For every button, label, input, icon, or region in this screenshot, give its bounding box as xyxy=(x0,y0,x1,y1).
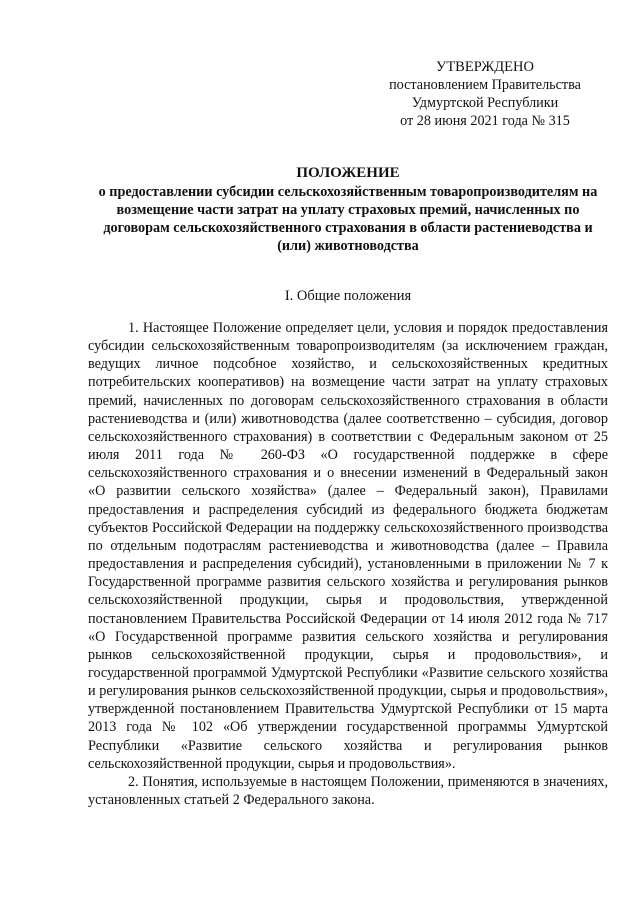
document-body xyxy=(88,319,608,809)
paragraph-1: 1. Настоящее Положение определяет цели, условия и порядок предоставления субсидии сельскохозяйственным товаропроизводителям (за исключением граждан, ведущих личное подсобное хозяйство, и сельскохозяйственных кредитных потребительских кооперативов) на возмещение части затрат на уплату страховых премий, начисленных по договорам сельскохозяйственного страхования в области растениеводства и (или) животноводства (далее соответственно – субсидия, договор сельскохозяйственного страхования) в соответствии с Федеральным законом от 25 июля 2011 года № 260-ФЗ «О государственной поддержке в сфере сельскохозяйственного страхования и о внесении изменений в Федеральный закон «О развитии сельского хозяйства» (далее – Федеральный закон), Правилами предоставления и распределения субсидий из федерального бюджета бюджетам субъектов Российской Федерации на поддержку сельскохозяйственного производства по отдельным подотраслям растениеводства и животноводства (далее – Правила предоставления и распределения субсидий), установленными в приложении № 7 к Государственной программе развития сельского хозяйства и регулирования рынков сельскохозяйственной продукции, сырья и продовольствия, утвержденной постановлением Правительства Российской Федерации от 14 июля 2012 года № 717 «О Государственной программе развития сельского хозяйства и регулирования рынков сельскохозяйственной продукции, сырья и продовольствия», и государственной программой Удмуртской Республики «Развитие сельского хозяйства и регулирования рынков сельскохозяйственной продукции, сырья и продовольствия», утвержденной постановлением Правительства Удмуртской Республики от 15 марта 2013 года № 102 «Об утверждении государственной программы Удмуртской Республики «Развитие сельского хозяйства и регулирования рынков сельскохозяйственной продукции, сырья и продовольствия». xyxy=(88,320,608,772)
approval-line-approved: УТВЕРЖДЕНО xyxy=(436,59,534,75)
approval-line-resolution: постановлением Правительства xyxy=(389,77,581,93)
document-title: ПОЛОЖЕНИЕ xyxy=(296,165,400,181)
approval-line-date-number: от 28 июня 2021 года № 315 xyxy=(400,113,570,129)
section-heading: I. Общие положения xyxy=(284,288,412,304)
approval-stamp xyxy=(360,58,610,130)
approval-line-republic: Удмуртской Республики xyxy=(411,95,559,111)
document-subtitle: о предоставлении субсидии сельскохозяйственным товаропроизводителям на возмещение части затрат на уплату страховых премий, начисленных по договорам сельскохозяйственного страхования в области растениеводства и (или) животноводства xyxy=(98,184,598,254)
document-title-block xyxy=(88,164,608,255)
paragraph-2: 2. Понятия, используемые в настоящем Положении, применяются в значениях, установленных статьей 2 Федерального закона. xyxy=(88,773,608,809)
